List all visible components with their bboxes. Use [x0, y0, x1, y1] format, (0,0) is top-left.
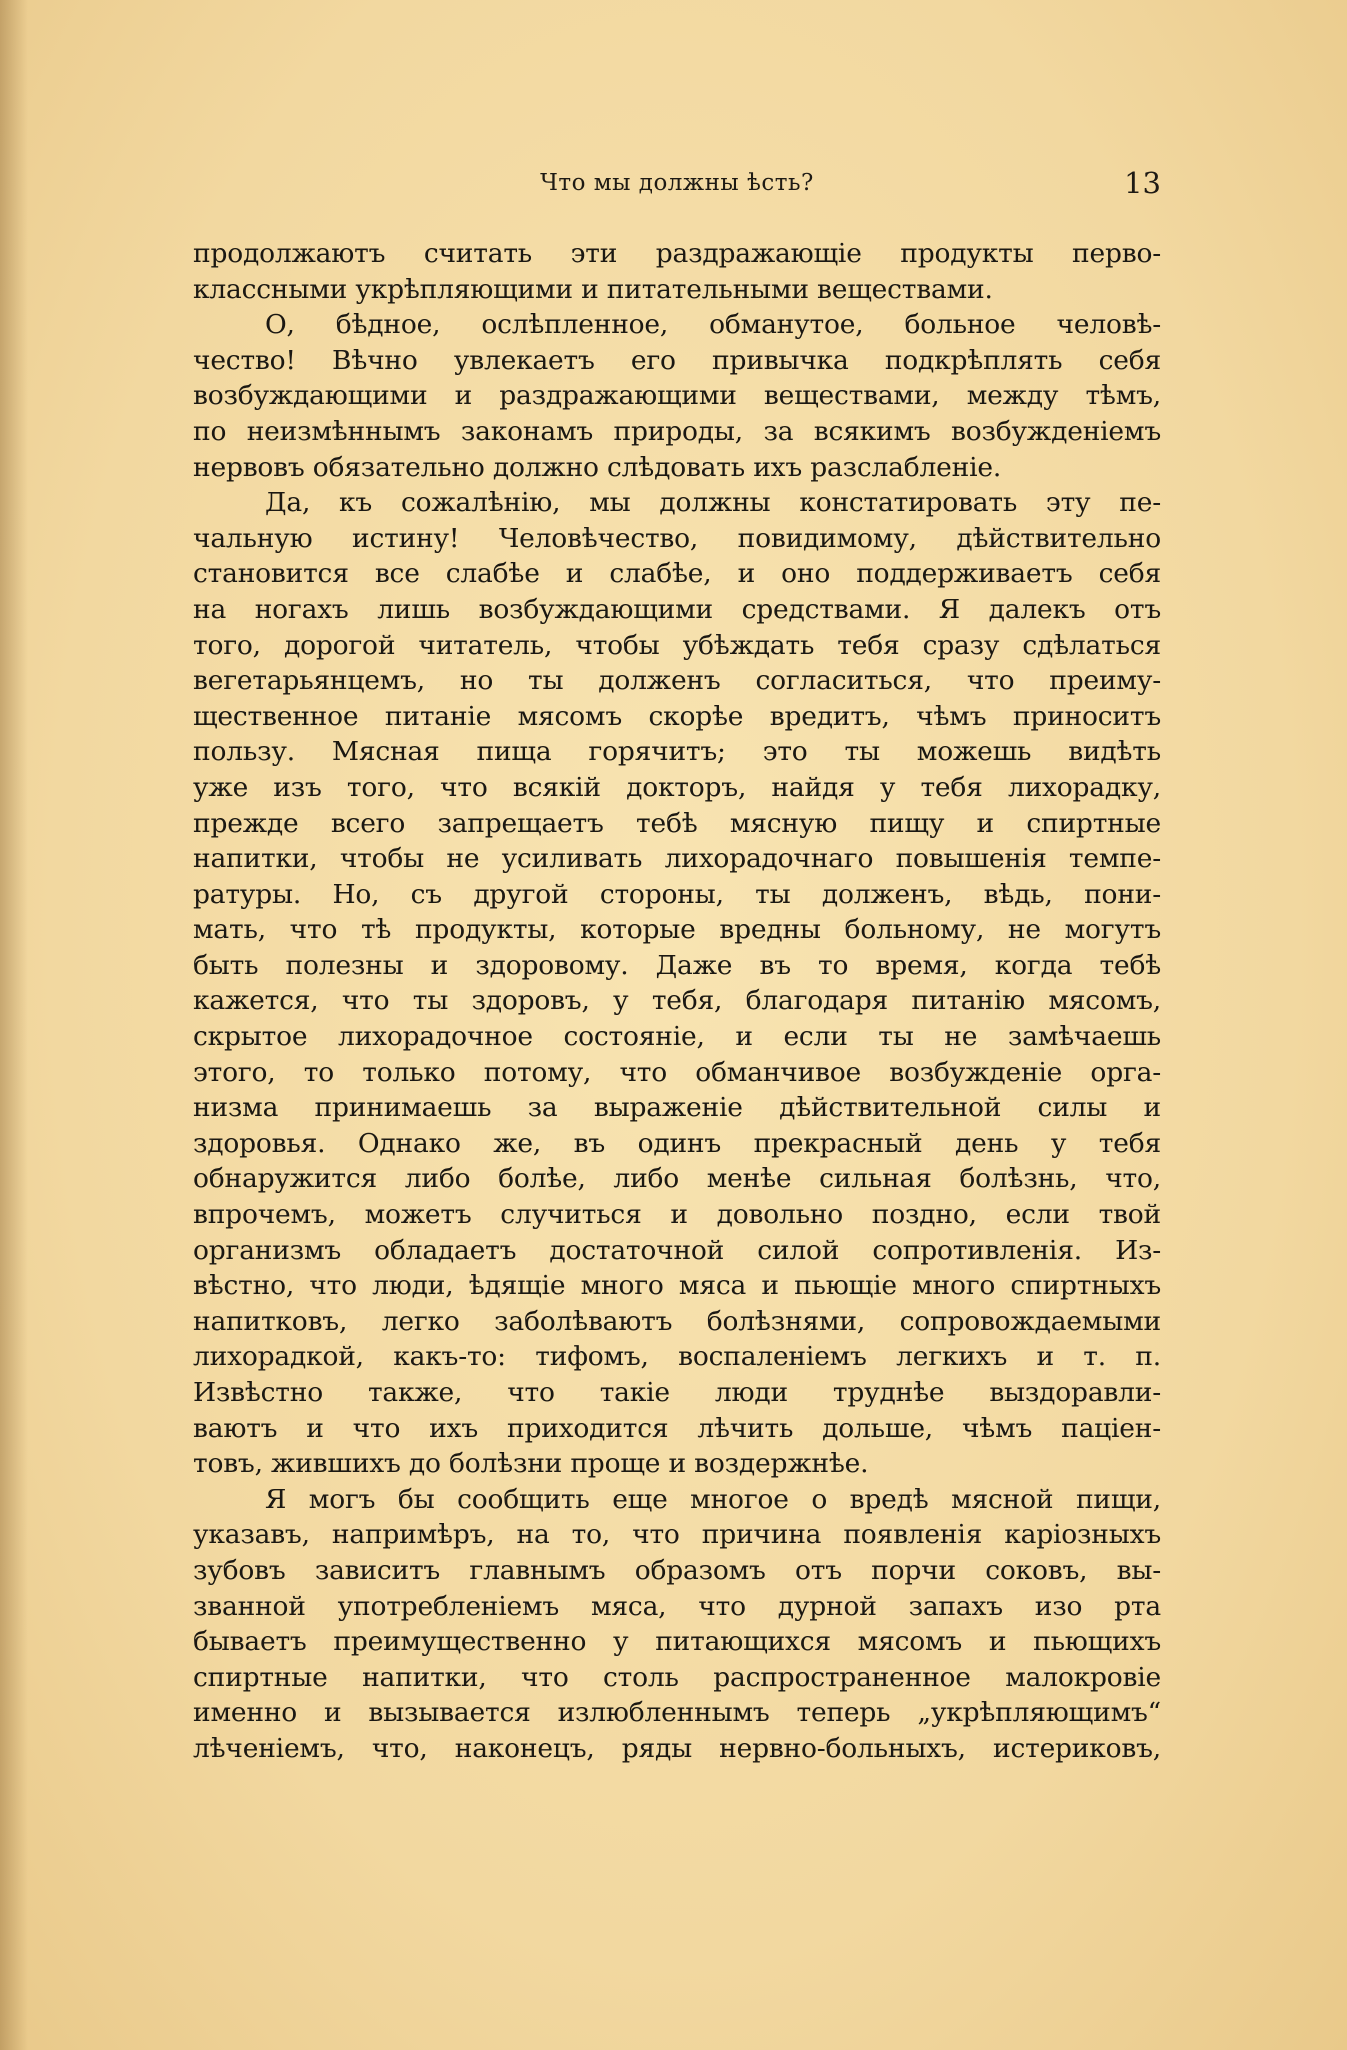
text-line: щественное питаніе мясомъ скорѣе вредитъ, чѣмъ приноситъ: [193, 700, 1161, 732]
text-line: ваютъ и что ихъ приходится лѣчить дольше, чѣмъ паціен-: [193, 1412, 1161, 1444]
text-line: классными укрѣпляющими и питательными веществами.: [193, 273, 993, 305]
text-line: напитковъ, легко заболѣваютъ болѣзнями, сопровождаемыми: [193, 1305, 1161, 1337]
text-line: спиртные напитки, что столь распространенное малокровіе: [193, 1661, 1161, 1693]
text-line: нервовъ обязательно должно слѣдовать ихъ разслабленіе.: [193, 451, 1002, 483]
text-line: продолжаютъ считать эти раздражающіе продукты перво-: [193, 238, 1161, 269]
text-line: прежде всего запрещаетъ тебѣ мясную пищу и спиртные: [193, 807, 1161, 839]
text-line: лихорадкой, какъ-то: тифомъ, воспаленіемъ легкихъ и т. п.: [193, 1341, 1161, 1373]
text-line: Я могъ бы сообщить еще многое о вредѣ мясной пищи,: [265, 1483, 1161, 1515]
text-line: О, бѣдное, ослѣпленное, обманутое, больное человѣ-: [265, 309, 1161, 341]
page-edge-shadow: [0, 0, 28, 2050]
text-line: указавъ, напримѣръ, на то, что причина появленія каріозныхъ: [193, 1519, 1161, 1551]
text-line: вѣстно, что люди, ѣдящіе много мяса и пьющіе много спиртныхъ: [193, 1270, 1161, 1302]
text-line: напитки, чтобы не усиливать лихорадочнаго повышенія темпе-: [193, 843, 1161, 875]
text-line: чальную истину! Человѣчество, повидимому, дѣйствительно: [193, 522, 1161, 554]
text-line: зубовъ зависитъ главнымъ образомъ отъ порчи соковъ, вы-: [193, 1554, 1161, 1586]
text-line: чество! Вѣчно увлекаетъ его привычка подкрѣплять себя: [193, 344, 1161, 376]
text-line: уже изъ того, что всякій докторъ, найдя у тебя лихорадку,: [193, 771, 1161, 803]
text-line: мать, что тѣ продукты, которые вредны больному, не могутъ: [193, 914, 1161, 946]
text-line: этого, то только потому, что обманчивое возбужденіе орга-: [193, 1056, 1161, 1088]
text-line: вегетарьянцемъ, но ты долженъ согласиться, что преиму-: [193, 665, 1161, 697]
body-text: [193, 236, 1161, 1767]
page-number: 13: [1124, 166, 1161, 200]
text-line: лѣченіемъ, что, наконецъ, ряды нервно-больныхъ, истериковъ,: [193, 1732, 1161, 1764]
running-title: Что мы должны ѣсть?: [540, 170, 814, 196]
text-line: пользу. Мясная пища горячитъ; это ты можешь видѣть: [193, 736, 1161, 768]
text-line: кажется, что ты здоровъ, у тебя, благодаря питанію мясомъ,: [193, 985, 1161, 1017]
text-line: именно и вызывается излюбленнымъ теперь „укрѣпляющимъ“: [193, 1697, 1161, 1729]
text-line: здоровья. Однако же, въ одинъ прекрасный день у тебя: [193, 1127, 1161, 1159]
text-line: обнаружится либо болѣе, либо менѣе сильная болѣзнь, что,: [193, 1163, 1161, 1195]
text-line: званной употребленіемъ мяса, что дурной запахъ изо рта: [193, 1590, 1161, 1622]
text-line: впрочемъ, можетъ случиться и довольно поздно, если твой: [193, 1199, 1161, 1231]
text-line: ратуры. Но, съ другой стороны, ты долженъ, вѣдь, пони-: [193, 878, 1161, 910]
text-line: быть полезны и здоровому. Даже въ то время, когда тебѣ: [193, 949, 1161, 981]
text-line: низма принимаешь за выраженіе дѣйствительной силы и: [193, 1092, 1161, 1124]
text-line: бываетъ преимущественно у питающихся мясомъ и пьющихъ: [193, 1626, 1161, 1658]
text-line: организмъ обладаетъ достаточной силой сопротивленія. Из-: [193, 1234, 1161, 1266]
text-line: скрытое лихорадочное состояніе, и если ты не замѣчаешь: [193, 1021, 1161, 1053]
text-line: возбуждающими и раздражающими веществами, между тѣмъ,: [193, 380, 1161, 412]
text-line: на ногахъ лишь возбуждающими средствами. Я далекъ отъ: [193, 593, 1161, 625]
text-line: товъ, жившихъ до болѣзни проще и воздержнѣе.: [193, 1448, 869, 1480]
text-line: по неизмѣннымъ законамъ природы, за всякимъ возбужденіемъ: [193, 415, 1161, 447]
text-line: Извѣстно также, что такіе люди труднѣе выздоравли-: [193, 1377, 1161, 1408]
text-line: становится все слабѣе и слабѣе, и оно поддерживаетъ себя: [193, 558, 1161, 590]
running-head: [193, 166, 1161, 206]
text-line: того, дорогой читатель, чтобы убѣждать тебя сразу сдѣлаться: [193, 629, 1161, 661]
text-line: Да, къ сожалѣнію, мы должны констатировать эту пе-: [265, 487, 1161, 519]
